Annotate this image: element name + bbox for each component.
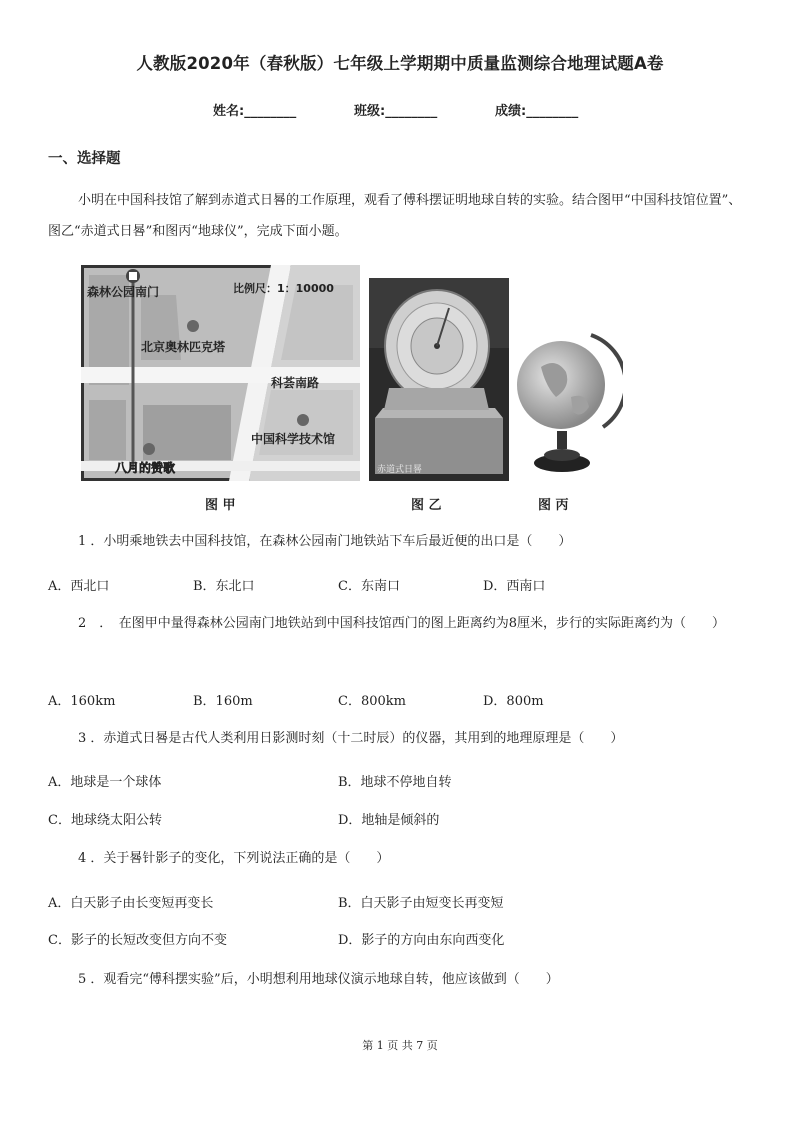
map-label-road: 科荟南路 xyxy=(271,376,320,390)
question-2-stem: 2 ． 在图甲中量得森林公园南门地铁站到中国科技馆西门的图上距离约为8厘米，步行的实际距离约为（ ） xyxy=(78,616,726,631)
map-label-tower: 北京奥林匹克塔 xyxy=(141,340,226,354)
map-label-station: 森林公园南门 xyxy=(87,285,160,299)
q4-option-a: A．白天影子由长变短再变长 xyxy=(48,896,214,911)
class-field: 班级:________ xyxy=(354,104,438,119)
figure-map xyxy=(81,265,360,481)
page-footer: 第 1 页 共 7 页 xyxy=(362,1039,438,1052)
q2-option-a: A．160km xyxy=(48,694,116,709)
caption-c: 图 丙 xyxy=(538,498,569,513)
map-graphic xyxy=(81,265,360,481)
q3-option-d: D．地轴是倾斜的 xyxy=(338,813,440,828)
q1-option-c: C．东南口 xyxy=(338,579,400,594)
question-3-stem: 3 ．赤道式日晷是古代人类利用日影测时刻（十二时辰）的仪器，其用到的地理原理是（ ） xyxy=(78,731,624,746)
question-1-stem: 1 ．小明乘地铁去中国科技馆，在森林公园南门地铁站下车后最近便的出口是（ ） xyxy=(78,534,572,549)
intro-paragraph: 小明在中国科技馆了解到赤道式日晷的工作原理，观看了傅科摆证明地球自转的实验。结合图甲“中国科技馆位置”、图乙“赤道式日晷”和图丙“地球仪”，完成下面小题。 xyxy=(48,193,742,239)
name-field: 姓名:________ xyxy=(213,104,297,119)
score-field: 成绩:________ xyxy=(495,104,579,119)
q4-option-d: D．影子的方向由东向西变化 xyxy=(338,933,505,948)
sundial-graphic xyxy=(369,278,509,481)
q4-option-c: C．影子的长短改变但方向不变 xyxy=(48,933,227,948)
q1-option-b: B．东北口 xyxy=(193,579,255,594)
caption-b: 图 乙 xyxy=(411,498,442,513)
q2-option-c: C．800km xyxy=(338,694,406,709)
figure-sundial xyxy=(369,278,509,481)
q3-option-a: A．地球是一个球体 xyxy=(48,775,162,790)
question-5-stem: 5 ．观看完“傅科摆实验”后，小明想利用地球仪演示地球自转，他应该做到（ ） xyxy=(78,972,559,987)
map-label-scale: 比例尺：1：10000 xyxy=(233,282,334,295)
map-label-museum: 中国科学技术馆 xyxy=(251,432,336,446)
q1-option-d: D．西南口 xyxy=(483,579,546,594)
figure-globe xyxy=(511,327,623,477)
globe-graphic xyxy=(511,327,623,477)
sundial-label: 赤道式日晷 xyxy=(377,465,423,475)
q2-option-d: D．800m xyxy=(483,694,544,709)
q1-option-a: A．西北口 xyxy=(48,579,110,594)
caption-a: 图 甲 xyxy=(205,498,236,513)
section-heading: 一、选择题 xyxy=(48,151,121,167)
page-title: 人教版2020年（春秋版）七年级上学期期中质量监测综合地理试题A卷 xyxy=(136,54,664,73)
map-label-bottom: 八月的赞歌 xyxy=(115,461,176,475)
q4-option-b: B．白天影子由短变长再变短 xyxy=(338,896,504,911)
question-4-stem: 4 ．关于晷针影子的变化，下列说法正确的是（ ） xyxy=(78,851,390,866)
q3-option-c: C．地球绕太阳公转 xyxy=(48,813,162,828)
q3-option-b: B．地球不停地自转 xyxy=(338,775,452,790)
q2-option-b: B．160m xyxy=(193,694,253,709)
